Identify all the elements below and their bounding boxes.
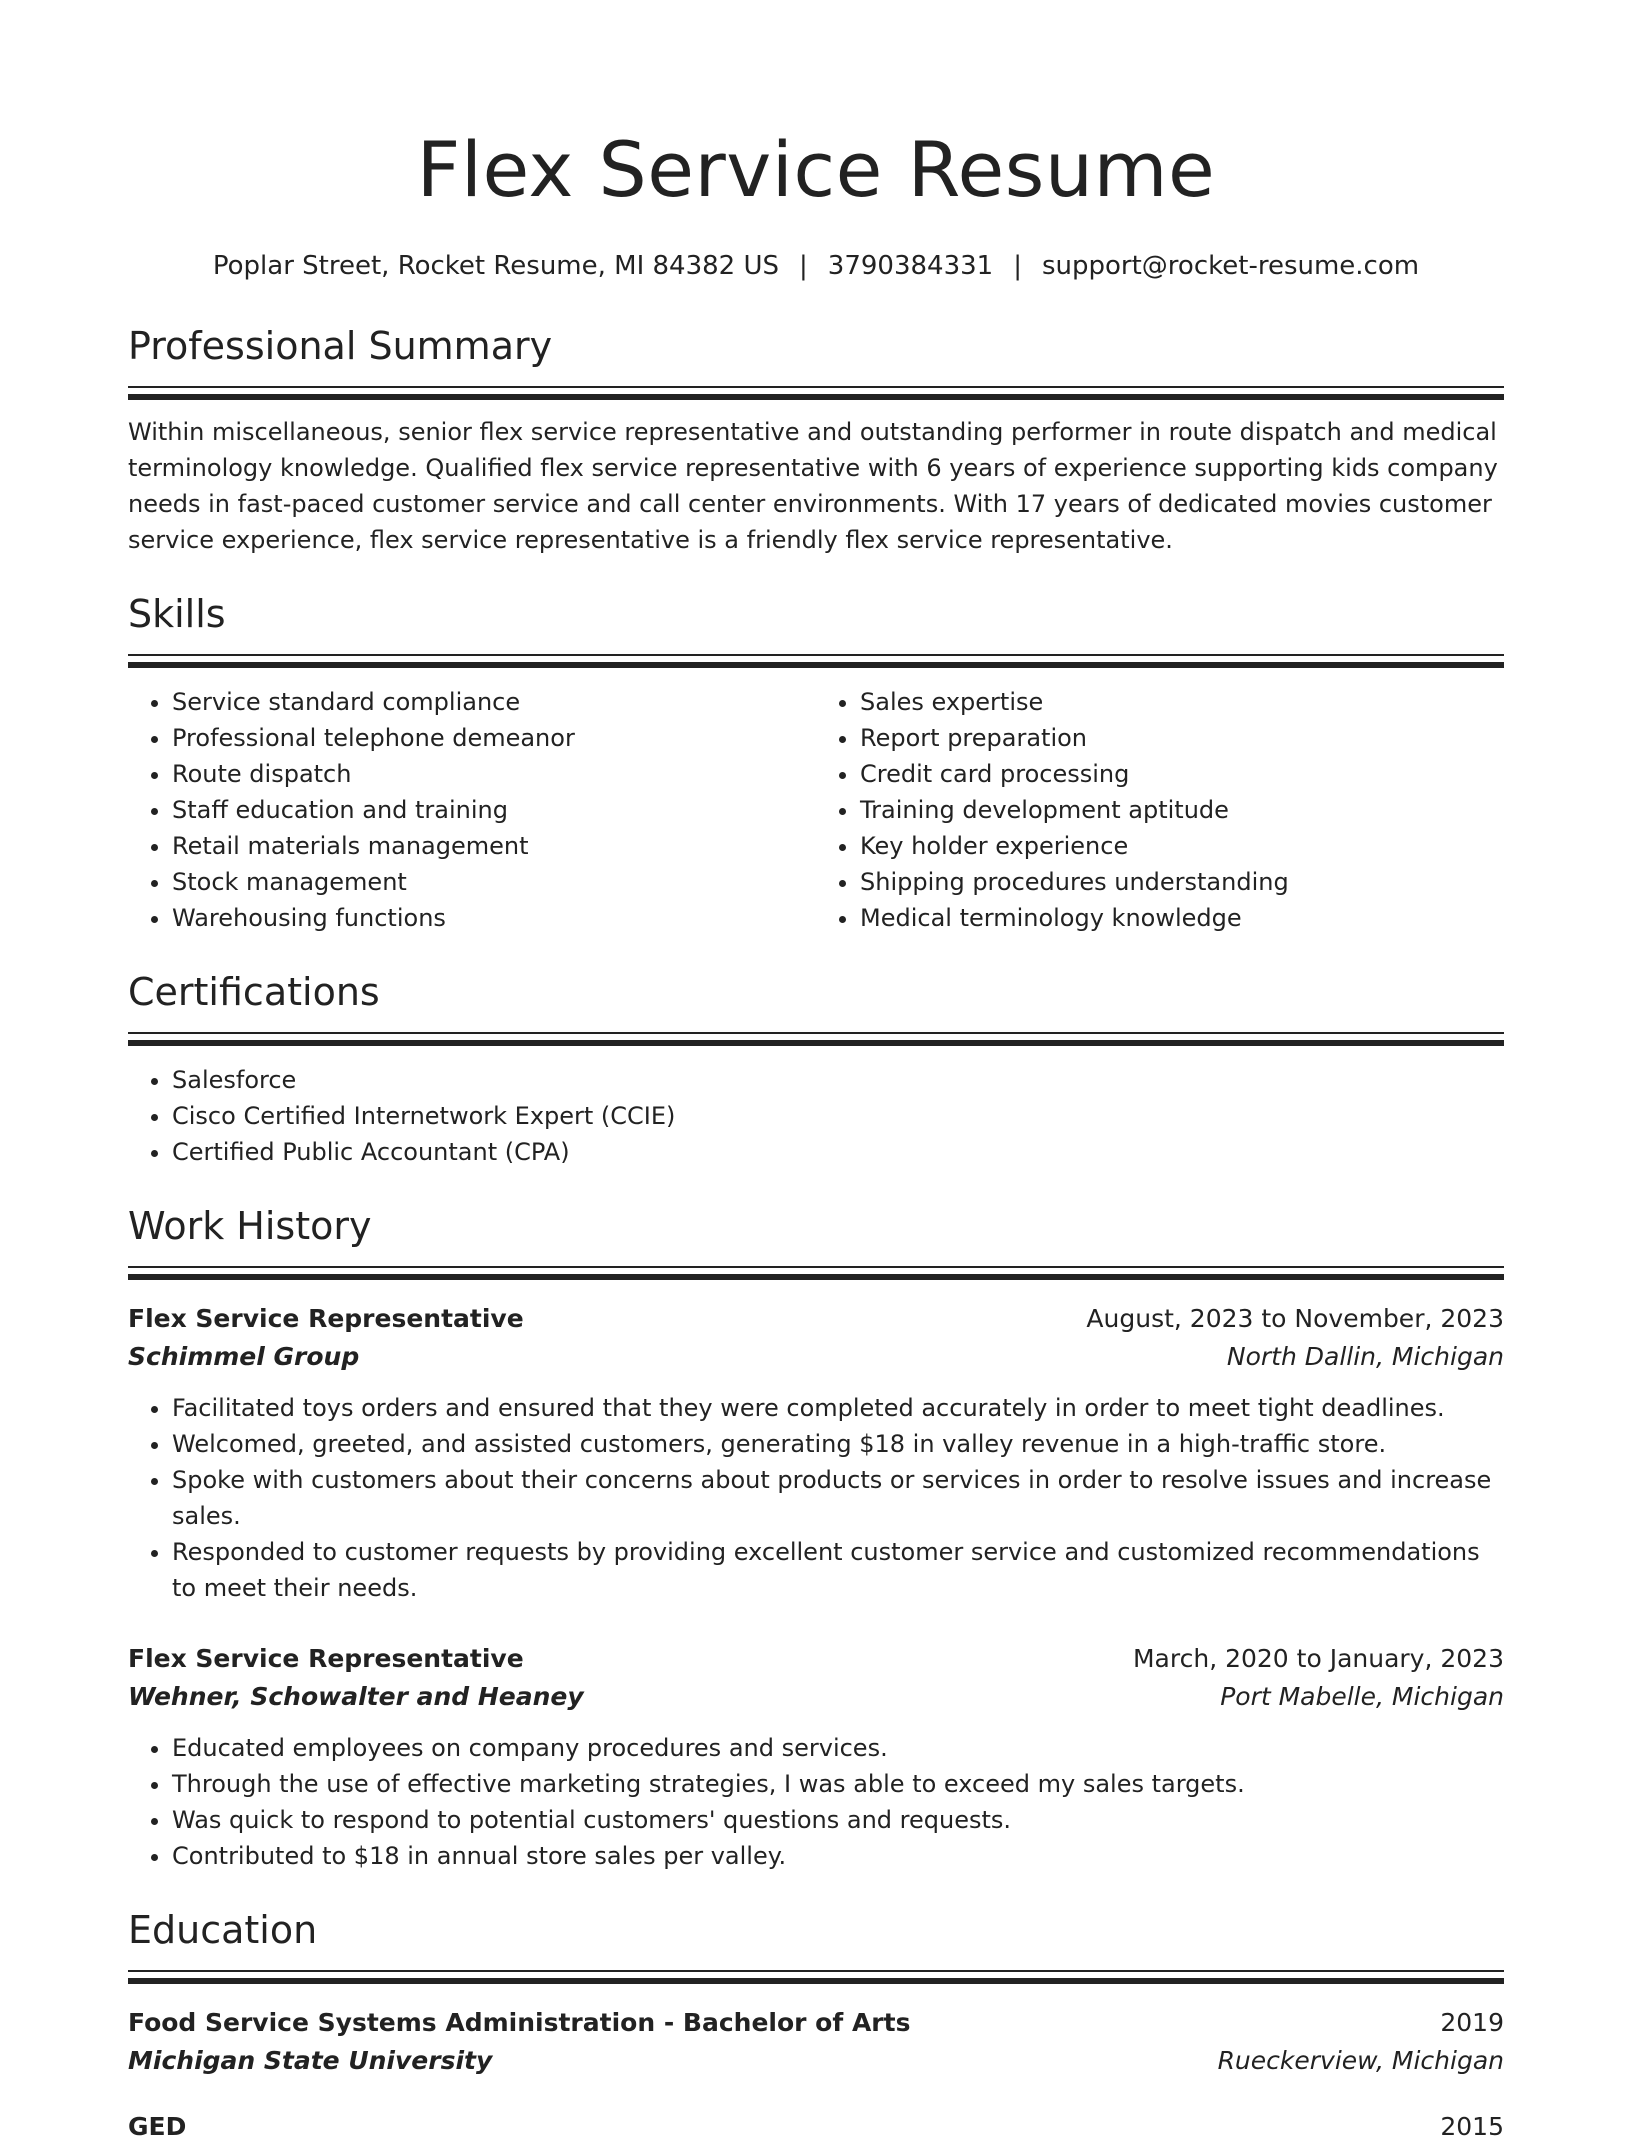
section-education [128, 1904, 1504, 2146]
skill-item: • Training development aptitude [860, 792, 1504, 828]
job-title: Flex Service Representative [128, 1644, 524, 1673]
skill-item: • Credit card processing [860, 756, 1504, 792]
summary-text: Within miscellaneous, senior flex service representative and outstanding performer in route dispatch and medical terminology knowledge. Qualified flex service representative with 6 years of experience supporting kids company needs in fast-paced customer service and call center environments. With 17 years of dedicated movies customer service experience, flex service representative is a friendly flex service representative. [128, 418, 1498, 554]
section-divider [128, 1266, 1504, 1280]
section-divider [128, 1032, 1504, 1046]
education-degree: Food Service Systems Administration - Bachelor of Arts [128, 2008, 911, 2037]
section-divider [128, 386, 1504, 400]
education-school-row [128, 2042, 1504, 2080]
education-location: Rueckerview, Michigan [1217, 2046, 1504, 2075]
job-bullet: • Contributed to $18 in annual store sales per valley. [172, 1838, 1504, 1874]
section-certifications [128, 966, 1504, 1170]
job-bullets [128, 1730, 1504, 1874]
certification-item: • Certified Public Accountant (CPA) [172, 1134, 1504, 1170]
education-header-row [128, 2004, 1504, 2042]
education-year: 2019 [1440, 2008, 1504, 2037]
job-company-row [128, 1678, 1504, 1716]
skill-item: • Stock management [172, 864, 816, 900]
skill-item: • Report preparation [860, 720, 1504, 756]
skill-item: • Sales expertise [860, 684, 1504, 720]
certifications-list [128, 1062, 1504, 1170]
contact-separator: | [1013, 251, 1022, 281]
certification-item: • Salesforce [172, 1062, 1504, 1098]
job-bullet: • Welcomed, greeted, and assisted customers, generating $18 in valley revenue in a high-traffic store. [172, 1426, 1504, 1462]
job-bullet: • Through the use of effective marketing strategies, I was able to exceed my sales targets. [172, 1766, 1504, 1802]
skills-list-left [128, 684, 816, 936]
skill-item: • Professional telephone demeanor [172, 720, 816, 756]
skill-item: • Staff education and training [172, 792, 816, 828]
skill-item: • Route dispatch [172, 756, 816, 792]
section-title-skills: Skills [128, 592, 226, 636]
job-company-row [128, 1338, 1504, 1376]
job-bullet: • Was quick to respond to potential customers' questions and requests. [172, 1802, 1504, 1838]
contact-phone: 3790384331 [827, 251, 994, 281]
job-entry [128, 1300, 1504, 1606]
contact-email: support@rocket-resume.com [1041, 251, 1420, 281]
section-divider [128, 1970, 1504, 1984]
skill-item: • Retail materials management [172, 828, 816, 864]
section-work-history [128, 1200, 1504, 1874]
section-summary [128, 320, 1504, 558]
job-header-row [128, 1640, 1504, 1678]
job-title: Flex Service Representative [128, 1304, 524, 1333]
education-degree: GED [128, 2112, 187, 2141]
contact-line [128, 248, 1504, 284]
contact-address: Poplar Street, Rocket Resume, MI 84382 US [212, 251, 780, 281]
education-header-row [128, 2108, 1504, 2146]
certification-item: • Cisco Certified Internetwork Expert (CCIE) [172, 1098, 1504, 1134]
resume-name: Flex Service Resume [416, 125, 1216, 214]
skill-item: • Key holder experience [860, 828, 1504, 864]
job-location: Port Mabelle, Michigan [1220, 1682, 1504, 1711]
education-entry [128, 2108, 1504, 2146]
job-location: North Dallin, Michigan [1226, 1342, 1504, 1371]
job-bullets [128, 1390, 1504, 1606]
education-year: 2015 [1440, 2112, 1504, 2141]
job-company: Schimmel Group [128, 1342, 360, 1371]
job-entry [128, 1640, 1504, 1874]
skill-item: • Shipping procedures understanding [860, 864, 1504, 900]
section-title-work: Work History [128, 1204, 372, 1248]
job-company: Wehner, Schowalter and Heaney [128, 1682, 584, 1711]
section-skills [128, 588, 1504, 936]
contact-separator: | [799, 251, 808, 281]
education-entry [128, 2004, 1504, 2080]
section-title-certifications: Certifications [128, 970, 380, 1014]
skill-item: • Warehousing functions [172, 900, 816, 936]
section-title-education: Education [128, 1908, 318, 1952]
section-title-summary: Professional Summary [128, 324, 553, 368]
job-dates: March, 2020 to January, 2023 [1132, 1644, 1504, 1673]
skill-item: • Service standard compliance [172, 684, 816, 720]
skills-list-right [816, 684, 1504, 936]
section-divider [128, 654, 1504, 668]
job-dates: August, 2023 to November, 2023 [1086, 1304, 1504, 1333]
skills-grid [128, 668, 1504, 936]
job-bullet: • Educated employees on company procedures and services. [172, 1730, 1504, 1766]
job-bullet: • Spoke with customers about their concerns about products or services in order to resolve issues and increase sales. [172, 1462, 1504, 1534]
job-bullet: • Facilitated toys orders and ensured that they were completed accurately in order to meet tight deadlines. [172, 1390, 1504, 1426]
job-bullet: • Responded to customer requests by providing excellent customer service and customized recommendations to meet their needs. [172, 1534, 1504, 1606]
skill-item: • Medical terminology knowledge [860, 900, 1504, 936]
job-header-row [128, 1300, 1504, 1338]
education-school: Michigan State University [128, 2046, 493, 2075]
